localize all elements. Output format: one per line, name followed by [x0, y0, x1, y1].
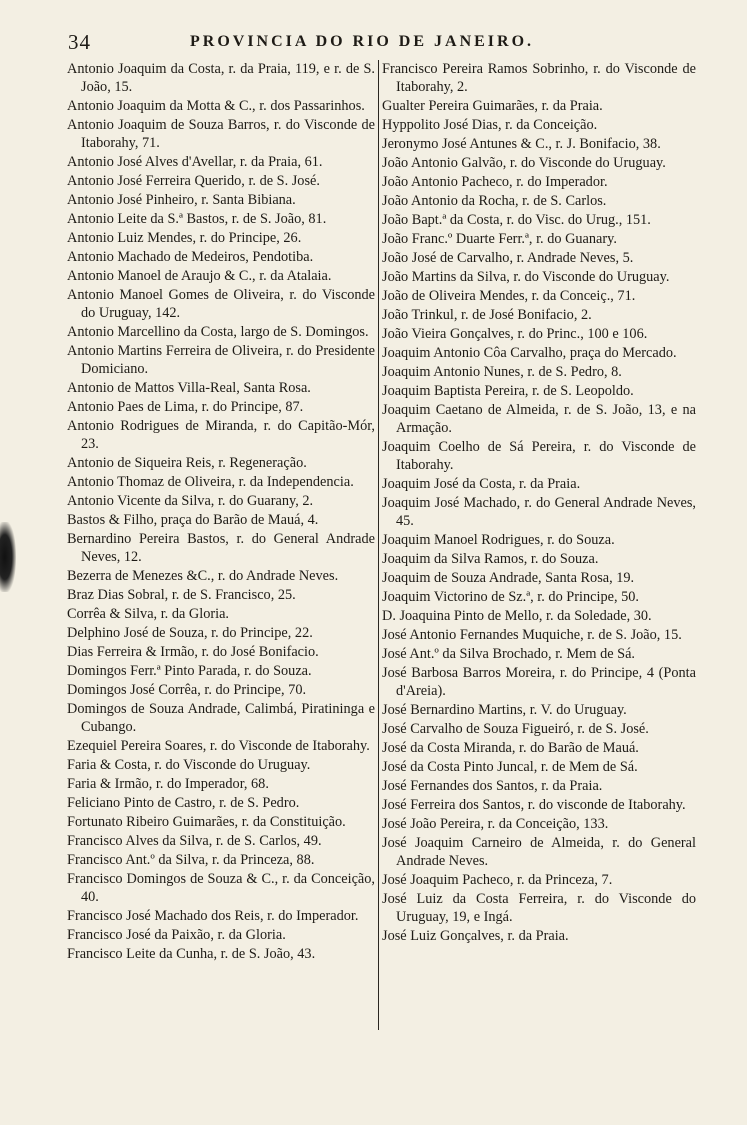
directory-entry: José Bernardino Martins, r. V. do Uruguay. [382, 702, 627, 718]
directory-entry: João Antonio Galvão, r. do Visconde do Uruguay. [382, 155, 666, 171]
directory-entry: Antonio José Pinheiro, r. Santa Bibiana. [67, 192, 296, 208]
directory-entry: Antonio José Ferreira Querido, r. de S. José. [67, 173, 320, 189]
directory-entry: José Ferreira dos Santos, r. do visconde de Itaborahy. [382, 797, 686, 813]
directory-entry: José Joaquim Carneiro de Almeida, r. do General Andrade Neves. [382, 835, 696, 869]
page-header [60, 30, 700, 56]
directory-entry: Joaquim Manoel Rodrigues, r. do Souza. [382, 532, 615, 548]
directory-entry: Antonio Paes de Lima, r. do Principe, 87. [67, 399, 304, 415]
directory-entry: Antonio Manoel Gomes de Oliveira, r. do Visconde do Uruguay, 142. [67, 287, 375, 321]
directory-entry: João José de Carvalho, r. Andrade Neves, 5. [382, 250, 634, 266]
directory-entry: Bastos & Filho, praça do Barão de Mauá, 4. [67, 512, 319, 528]
directory-entry: Antonio Machado de Medeiros, Pendotiba. [67, 249, 314, 265]
directory-entry: Francisco José da Paixão, r. da Gloria. [67, 927, 286, 943]
right-column [382, 60, 696, 946]
directory-entry: José da Costa Miranda, r. do Barão de Mauá. [382, 740, 639, 756]
directory-entry: Hyppolito José Dias, r. da Conceição. [382, 117, 598, 133]
directory-entry: José da Costa Pinto Juncal, r. de Mem de Sá. [382, 759, 638, 775]
directory-entry: Bezerra de Menezes &C., r. do Andrade Neves. [67, 568, 339, 584]
directory-entry: Domingos de Souza Andrade, Calimbá, Piratininga e Cubango. [67, 701, 375, 735]
directory-entry: Antonio Joaquim da Costa, r. da Praia, 119, e r. de S. João, 15. [67, 61, 375, 95]
directory-entry: Gualter Pereira Guimarães, r. da Praia. [382, 98, 603, 114]
directory-entry: Francisco Domingos de Souza & C., r. da Conceição, 40. [67, 871, 375, 905]
page-title: PROVINCIA DO RIO DE JANEIRO. [190, 33, 535, 50]
directory-entry: Jeronymo José Antunes & C., r. J. Bonifacio, 38. [382, 136, 661, 152]
directory-entry: Braz Dias Sobral, r. de S. Francisco, 25. [67, 587, 296, 603]
directory-entry: Fortunato Ribeiro Guimarães, r. da Constituição. [67, 814, 346, 830]
directory-entry: Joaquim José Machado, r. do General Andrade Neves, 45. [382, 495, 696, 529]
directory-entry: João de Oliveira Mendes, r. da Conceiç., 71. [382, 288, 636, 304]
directory-entry: Francisco Pereira Ramos Sobrinho, r. do Visconde de Itaborahy, 2. [382, 61, 696, 95]
directory-entry: João Trinkul, r. de José Bonifacio, 2. [382, 307, 592, 323]
directory-entry: Dias Ferreira & Irmão, r. do José Bonifacio. [67, 644, 319, 660]
directory-entry: Antonio Thomaz de Oliveira, r. da Independencia. [67, 474, 354, 490]
directory-entry: Antonio Rodrigues de Miranda, r. do Capitão-Mór, 23. [67, 418, 375, 452]
directory-entry: Antonio Manoel de Araujo & C., r. da Atalaia. [67, 268, 332, 284]
directory-entry: José Ant.º da Silva Brochado, r. Mem de Sá. [382, 646, 636, 662]
directory-entry: D. Joaquina Pinto de Mello, r. da Soledade, 30. [382, 608, 652, 624]
directory-entry: José Luiz da Costa Ferreira, r. do Visconde do Uruguay, 19, e Ingá. [382, 891, 696, 925]
left-column [67, 60, 375, 964]
directory-entry: Domingos Ferr.ª Pinto Parada, r. do Souza. [67, 663, 312, 679]
directory-entry: Joaquim Coelho de Sá Pereira, r. do Visconde de Itaborahy. [382, 439, 696, 473]
directory-entry: José Fernandes dos Santos, r. da Praia. [382, 778, 603, 794]
directory-entry: Joaquim Baptista Pereira, r. de S. Leopoldo. [382, 383, 634, 399]
directory-entry: João Franc.º Duarte Ferr.ª, r. do Guanary. [382, 231, 617, 247]
column-divider [378, 60, 379, 1030]
directory-entry: Joaquim da Silva Ramos, r. do Souza. [382, 551, 599, 567]
directory-entry: Francisco Alves da Silva, r. de S. Carlos, 49. [67, 833, 322, 849]
directory-entry: Joaquim Antonio Nunes, r. de S. Pedro, 8. [382, 364, 622, 380]
directory-entry: Antonio Vicente da Silva, r. do Guarany, 2. [67, 493, 314, 509]
directory-entry: Faria & Irmão, r. do Imperador, 68. [67, 776, 269, 792]
directory-entry: Feliciano Pinto de Castro, r. de S. Pedro. [67, 795, 300, 811]
directory-entry: Antonio Luiz Mendes, r. do Principe, 26. [67, 230, 302, 246]
directory-entry: Antonio de Siqueira Reis, r. Regeneração. [67, 455, 307, 471]
directory-entry: Antonio de Mattos Villa-Real, Santa Rosa. [67, 380, 311, 396]
directory-entry: Antonio Martins Ferreira de Oliveira, r. do Presidente Domiciano. [67, 343, 375, 377]
directory-entry: João Antonio da Rocha, r. de S. Carlos. [382, 193, 607, 209]
directory-entry: Antonio Joaquim da Motta & C., r. dos Passarinhos. [67, 98, 365, 114]
directory-entry: Corrêa & Silva, r. da Gloria. [67, 606, 229, 622]
directory-entry: Francisco José Machado dos Reis, r. do Imperador. [67, 908, 359, 924]
directory-entry: Antonio Marcellino da Costa, largo de S. Domingos. [67, 324, 369, 340]
directory-entry: Francisco Leite da Cunha, r. de S. João, 43. [67, 946, 316, 962]
directory-entry: Domingos José Corrêa, r. do Principe, 70. [67, 682, 307, 698]
directory-entry: José Carvalho de Souza Figueiró, r. de S. José. [382, 721, 649, 737]
directory-entry: José Barbosa Barros Moreira, r. do Principe, 4 (Ponta d'Areia). [382, 665, 696, 699]
directory-entry: Joaquim Antonio Côa Carvalho, praça do Mercado. [382, 345, 677, 361]
directory-entry: José Luiz Gonçalves, r. da Praia. [382, 928, 569, 944]
directory-entry: José João Pereira, r. da Conceição, 133. [382, 816, 609, 832]
directory-entry: Francisco Ant.º da Silva, r. da Princeza, 88. [67, 852, 315, 868]
page-number: 34 [68, 30, 91, 54]
directory-entry: Antonio Joaquim de Souza Barros, r. do Visconde de Itaborahy, 71. [67, 117, 375, 151]
directory-entry: Joaquim de Souza Andrade, Santa Rosa, 19. [382, 570, 635, 586]
directory-entry: João Antonio Pacheco, r. do Imperador. [382, 174, 608, 190]
directory-entry: José Joaquim Pacheco, r. da Princeza, 7. [382, 872, 613, 888]
directory-entry: Joaquim José da Costa, r. da Praia. [382, 476, 581, 492]
directory-entry: José Antonio Fernandes Muquiche, r. de S. João, 15. [382, 627, 682, 643]
directory-entry: João Bapt.ª da Costa, r. do Visc. do Urug., 151. [382, 212, 651, 228]
directory-entry: João Martins da Silva, r. do Visconde do Uruguay. [382, 269, 670, 285]
directory-entry: Joaquim Victorino de Sz.ª, r. do Principe, 50. [382, 589, 639, 605]
directory-entry: João Vieira Gonçalves, r. do Princ., 100 e 106. [382, 326, 648, 342]
directory-entry: Antonio José Alves d'Avellar, r. da Praia, 61. [67, 154, 323, 170]
directory-entry: Antonio Leite da S.ª Bastos, r. de S. João, 81. [67, 211, 327, 227]
directory-entry: Bernardino Pereira Bastos, r. do General Andrade Neves, 12. [67, 531, 375, 565]
directory-entry: Ezequiel Pereira Soares, r. do Visconde de Itaborahy. [67, 738, 370, 754]
directory-entry: Faria & Costa, r. do Visconde do Uruguay. [67, 757, 311, 773]
ink-smudge [0, 522, 16, 592]
directory-entry: Delphino José de Souza, r. do Principe, 22. [67, 625, 313, 641]
directory-entry: Joaquim Caetano de Almeida, r. de S. João, 13, e na Armação. [382, 402, 696, 436]
